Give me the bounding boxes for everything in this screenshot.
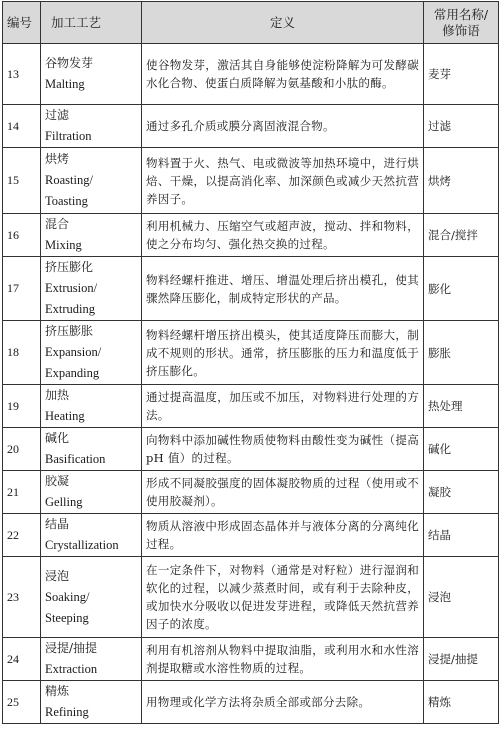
table-row bbox=[3, 105, 499, 148]
process-en-name: Gelling bbox=[45, 495, 83, 509]
process-en-name: Steeping bbox=[45, 610, 89, 625]
table-row bbox=[3, 214, 499, 257]
table-header-row bbox=[3, 2, 499, 44]
row-num: 18 bbox=[3, 321, 41, 385]
row-process bbox=[41, 557, 142, 638]
table-row bbox=[3, 385, 499, 428]
row-common-name: 麦芽 bbox=[424, 44, 499, 105]
row-process bbox=[41, 148, 142, 214]
row-process bbox=[41, 214, 142, 257]
row-common-name: 热处理 bbox=[424, 385, 499, 428]
process-en-name: Refining bbox=[45, 705, 89, 719]
row-process bbox=[41, 514, 142, 557]
row-definition: 利用机械力、压缩空气或超声波，搅动、拌和物料，使之分布均匀、强化热交换的过程。 bbox=[142, 214, 424, 257]
row-num: 15 bbox=[3, 148, 41, 214]
row-process bbox=[41, 385, 142, 428]
row-definition: 物料置于火、热气、电或微波等加热环境中，进行烘焙、干燥，以提高消化率、加深颜色或减少天然抗营养因子。 bbox=[142, 148, 424, 214]
process-zh-name: 挤压膨化 bbox=[45, 260, 94, 274]
table-row bbox=[3, 148, 499, 214]
process-zh-name: 烘烤 bbox=[45, 152, 70, 166]
header-common-name-line1: 常用名称/ bbox=[433, 6, 489, 22]
row-definition: 形成不同凝胶强度的固体凝胶物质的过程（使用或不使用胶凝剂）。 bbox=[142, 471, 424, 514]
process-en-name: Crystallization bbox=[45, 538, 119, 552]
row-common-name: 膨化 bbox=[424, 257, 499, 321]
row-num: 21 bbox=[3, 471, 41, 514]
row-num: 25 bbox=[3, 681, 41, 724]
header-definition: 定义 bbox=[142, 2, 424, 44]
row-process bbox=[41, 681, 142, 724]
table-row bbox=[3, 257, 499, 321]
process-en-name: Expanding bbox=[45, 366, 100, 380]
process-zh-name: 加热 bbox=[45, 388, 70, 402]
row-common-name: 结晶 bbox=[424, 514, 499, 557]
process-zh-name: 浸泡 bbox=[45, 568, 70, 583]
row-num: 16 bbox=[3, 214, 41, 257]
row-num: 13 bbox=[3, 44, 41, 105]
process-en-name: Toasting bbox=[45, 194, 88, 208]
table-row bbox=[3, 681, 499, 724]
row-common-name: 膨胀 bbox=[424, 321, 499, 385]
process-en-name: Roasting/ bbox=[45, 173, 93, 187]
row-process bbox=[41, 321, 142, 385]
row-common-name: 凝胶 bbox=[424, 471, 499, 514]
header-process: 加工工艺 bbox=[41, 2, 142, 44]
process-en-name: Extruding bbox=[45, 302, 95, 316]
row-definition: 向物料中添加碱性物质使物料由酸性变为碱性（提高 pH 值）的过程。 bbox=[142, 428, 424, 471]
row-num: 17 bbox=[3, 257, 41, 321]
row-common-name: 混合/搅拌 bbox=[424, 214, 499, 257]
process-en-name: Expansion/ bbox=[45, 345, 102, 359]
row-process bbox=[41, 638, 142, 681]
row-common-name: 过滤 bbox=[424, 105, 499, 148]
process-en-name: Malting bbox=[45, 77, 85, 91]
process-en-name: Heating bbox=[45, 409, 85, 423]
row-common-name: 碱化 bbox=[424, 428, 499, 471]
process-en-name: Extrusion/ bbox=[45, 281, 98, 295]
table-row bbox=[3, 471, 499, 514]
row-definition: 利用有机溶剂从物料中提取油脂，或利用水和水性溶剂提取糖或水溶性物质的过程。 bbox=[142, 638, 424, 681]
row-num: 20 bbox=[3, 428, 41, 471]
row-definition: 通过提高温度，加压或不加压，对物料进行处理的方法。 bbox=[142, 385, 424, 428]
table-row bbox=[3, 44, 499, 105]
row-definition: 在一定条件下，对物料（通常是对籽粒）进行湿润和软化的过程，以减少蒸煮时间，或有利于去除种皮，或加快水分吸收以促进发芽进程，或降低天然抗营养因子的浓度。 bbox=[142, 557, 424, 638]
table-row bbox=[3, 557, 499, 638]
row-process bbox=[41, 428, 142, 471]
table-row bbox=[3, 514, 499, 557]
table-row bbox=[3, 428, 499, 471]
process-en-name: Soaking/ bbox=[45, 589, 90, 604]
row-process bbox=[41, 257, 142, 321]
process-zh-name: 谷物发芽 bbox=[45, 56, 94, 70]
row-process bbox=[41, 105, 142, 148]
row-common-name: 精炼 bbox=[424, 681, 499, 724]
process-zh-name: 挤压膨胀 bbox=[45, 324, 94, 338]
row-definition: 物料经螺杆推进、增压、增温处理后挤出模孔，使其骤然降压膨化，制成特定形状的产品。 bbox=[142, 257, 424, 321]
row-definition: 使谷物发芽，激活其自身能够使淀粉降解为可发酵碳水化合物、使蛋白质降解为氨基酸和小肽的酶。 bbox=[142, 44, 424, 105]
process-zh-name: 混合 bbox=[45, 217, 70, 231]
header-num: 编号 bbox=[3, 2, 41, 44]
process-zh-name: 过滤 bbox=[45, 108, 70, 122]
row-num: 19 bbox=[3, 385, 41, 428]
row-process bbox=[41, 471, 142, 514]
header-common-name-line2: 修饰语 bbox=[442, 22, 480, 38]
process-zh-name: 浸提/抽提 bbox=[45, 641, 98, 655]
process-en-name: Filtration bbox=[45, 129, 92, 143]
row-definition: 用物理或化学方法将杂质全部或部分去除。 bbox=[142, 681, 424, 724]
row-definition: 物质从溶液中形成固态晶体并与液体分离的分离纯化过程。 bbox=[142, 514, 424, 557]
table-row bbox=[3, 638, 499, 681]
process-en-name: Mixing bbox=[45, 238, 82, 252]
row-num: 24 bbox=[3, 638, 41, 681]
row-process bbox=[41, 44, 142, 105]
header-common-name bbox=[424, 2, 499, 44]
process-en-name: Basification bbox=[45, 452, 106, 466]
row-common-name: 浸泡 bbox=[424, 557, 499, 638]
row-common-name: 浸提/抽提 bbox=[424, 638, 499, 681]
row-definition: 物料经螺杆增压挤出模头，使其适度降压而膨大，制成不规则的形状。通常，挤压膨胀的压力和温度低于挤压膨化。 bbox=[142, 321, 424, 385]
process-definition-table bbox=[2, 1, 499, 724]
process-zh-name: 碱化 bbox=[45, 431, 70, 445]
process-zh-name: 结晶 bbox=[45, 517, 70, 531]
row-common-name: 烘烤 bbox=[424, 148, 499, 214]
row-num: 14 bbox=[3, 105, 41, 148]
process-en-name: Extraction bbox=[45, 662, 98, 676]
row-definition: 通过多孔介质或膜分离固液混合物。 bbox=[142, 105, 424, 148]
table-row bbox=[3, 321, 499, 385]
process-zh-name: 精炼 bbox=[45, 684, 70, 698]
process-zh-name: 胶凝 bbox=[45, 474, 70, 488]
row-num: 22 bbox=[3, 514, 41, 557]
row-num: 23 bbox=[3, 557, 41, 638]
